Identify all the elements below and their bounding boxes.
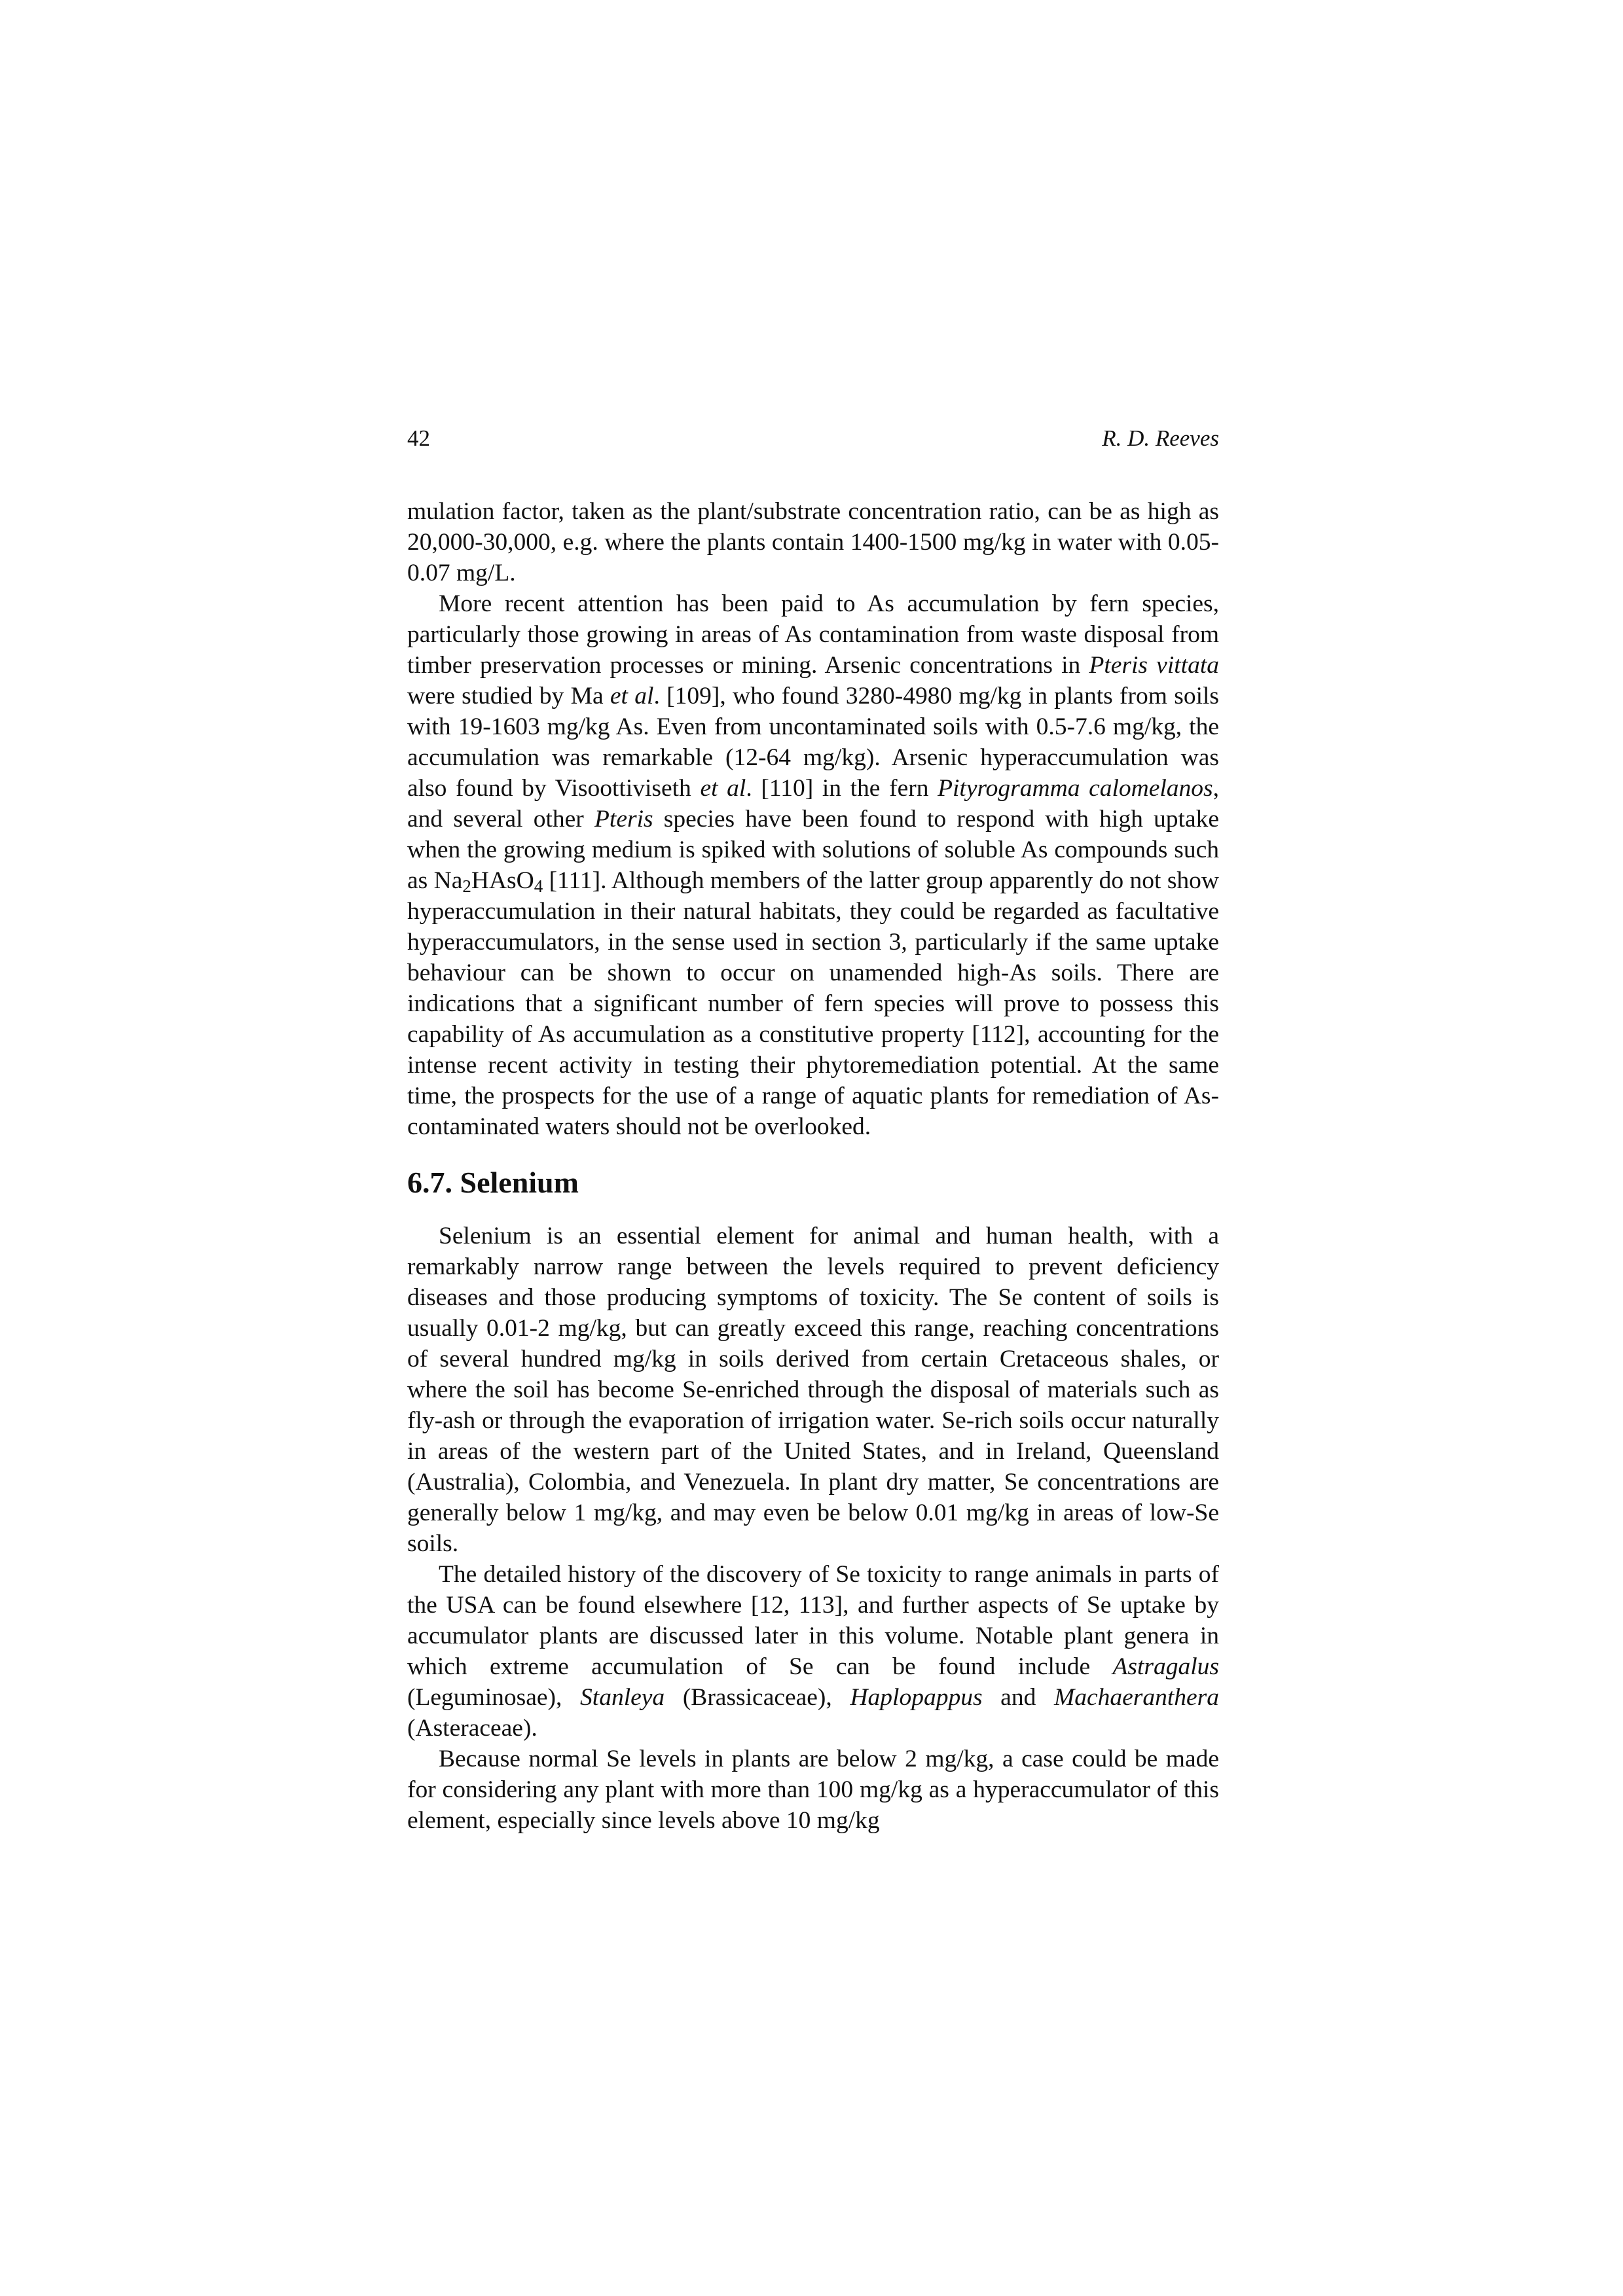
document-page [407, 419, 1219, 1836]
genus-name: Pteris [594, 806, 653, 833]
genus-name: Haplopappus [850, 1684, 983, 1711]
species-name: Pteris vittata [1089, 652, 1219, 679]
page-number: 42 [407, 425, 430, 451]
genus-name: Stanleya [580, 1684, 665, 1711]
genus-name: Astragalus [1112, 1653, 1219, 1680]
genus-name: Machaeranthera [1053, 1684, 1220, 1711]
body-text [407, 496, 1219, 1836]
text-run: , and several other [407, 775, 1220, 833]
citation-et-al: et al [610, 683, 654, 709]
paragraph-arsenic-ferns [407, 588, 1219, 1142]
paragraph-selenium-intro: Selenium is an essential element for animal and human health, with a remarkably narrow range between the levels required to prevent deficiency diseases and those producing symptoms of toxicity. The Se content of soils is usually 0.01-2 mg/kg, but can greatly exceed this range, reaching concentrations of several hundred mg/kg in soils derived from certain Cretaceous shales, or where the soil has become Se-enriched through the disposal of materials such as fly-ash or through the evaporation of irrigation water. Se-rich soils occur naturally in areas of the western part of the United States, and in Ireland, Queensland (Australia), Colombia, and Venezuela. In plant dry matter, Se concentrations are generally below 1 mg/kg, and may even be below 0.01 mg/kg in areas of low-Se soils. [407, 1223, 1219, 1557]
paragraph-continuation: mulation factor, taken as the plant/substrate concentration ratio, can be as high as 20,000-30,000, e.g. where the plants contain 1400-1500 mg/kg in water with 0.05-0.07 mg/L. [407, 498, 1219, 586]
section-heading: 6.7. Selenium [407, 1166, 579, 1199]
text-run: (Leguminosae), [407, 1684, 581, 1711]
text-run: . [110] in the fern [746, 775, 938, 802]
text-run: More recent attention has been paid to As accumulation by fern species, particularly those growing in areas of As contamination from waste disposal from timber preservation processes or mining. Arsenic concentrations in [407, 590, 1219, 679]
text-run: were studied by Ma [407, 683, 610, 709]
running-header [407, 419, 1219, 458]
subscript: 4 [534, 876, 543, 896]
species-name: Pityrogramma calomelanos [938, 775, 1213, 802]
citation-et-al: et al [700, 775, 746, 802]
running-author: R. D. Reeves [1102, 425, 1219, 451]
text-run: species have been found to respond with high uptake when the growing medium is spiked with solutions of soluble As compounds such as Na [407, 806, 1219, 894]
text-run: and [982, 1684, 1054, 1711]
subscript: 2 [462, 876, 471, 896]
text-run: [111]. Although members of the latter group apparently do not show hyperaccumulation in their natural habitats, they could be regarded as facultative hyperaccumulators, in the sense used in section 3, particularly if the same uptake behaviour can be shown to occur on unamended high-As soils. There are indications that a significant number of fern species will prove to possess this capability of As accumulation as a constitutive property [112], accounting for the intense recent activity in testing their phytoremediation potential. At the same time, the prospects for the use of a range of aquatic plants for remediation of As-contaminated waters should not be overlooked. [407, 867, 1219, 1140]
text-run: HAsO [471, 867, 534, 894]
paragraph-selenium-threshold: Because normal Se levels in plants are below 2 mg/kg, a case could be made for considering any plant with more than 100 mg/kg as a hyperaccumulator of this element, especially since levels above 10 mg/kg [407, 1746, 1219, 1834]
paragraph-selenium-history [407, 1559, 1219, 1744]
text-run: . [109], who found 3280-4980 mg/kg in plants from soils with 19-1603 mg/kg As. Even from uncontaminated soils with 0.5-7.6 mg/kg, the accumulation was remarkable (12-64 mg/kg). Arsenic hyperaccumulation was also found by Visoottiviseth [407, 683, 1219, 802]
text-run: The detailed history of the discovery of Se toxicity to range animals in parts of the USA can be found elsewhere [12, 113], and further aspects of Se uptake by accumulator plants are discussed later in this volume. Notable plant genera in which extreme accumulation of Se can be found include [407, 1561, 1219, 1680]
text-run: (Brassicaceae), [665, 1684, 850, 1711]
text-run: (Asteraceae). [407, 1715, 538, 1742]
